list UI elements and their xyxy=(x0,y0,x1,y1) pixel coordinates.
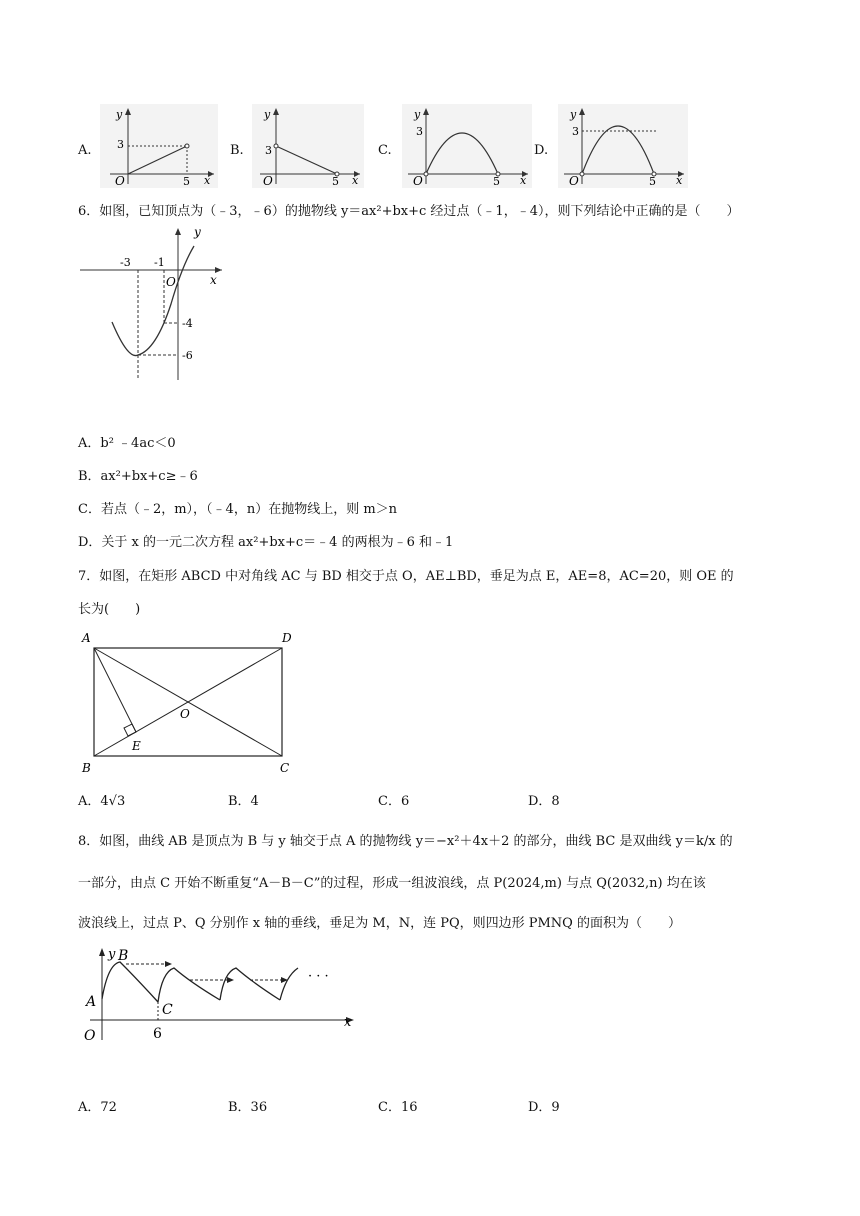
fig8-label-a: A xyxy=(86,994,97,1010)
axis-x-label: x xyxy=(352,174,359,187)
fig6-x-label: x xyxy=(210,273,217,287)
tick-3: 3 xyxy=(572,125,579,138)
fig6-tick-m6: -6 xyxy=(182,349,193,362)
axis-y-label: y xyxy=(264,108,271,121)
q7-rectangle-figure xyxy=(76,626,306,776)
fig8-ellipsis: · · · xyxy=(308,969,329,984)
q5-option-c-label: C. xyxy=(378,143,392,158)
q7-option-d: D．8 xyxy=(528,794,560,809)
origin-label: O xyxy=(413,174,423,188)
fig7-label-c: C xyxy=(280,761,290,775)
axis-x-label: x xyxy=(676,174,683,187)
q8-stem-line2: 一部分，由点 C 开始不断重复“A－B－C”的过程，形成一组波浪线，点 P(2024,m) 与点 Q(2032,n) 均在该 xyxy=(78,876,706,891)
axis-y-label: y xyxy=(116,108,123,121)
q5-option-a-label: A. xyxy=(78,143,92,158)
q5-graph-c xyxy=(402,104,532,188)
q5-graph-a xyxy=(100,104,218,188)
tick-3: 3 xyxy=(416,125,423,138)
q7-stem-line2: 长为( ) xyxy=(78,602,141,617)
fig8-label-c: C xyxy=(162,1002,173,1018)
q7-option-b: B．4 xyxy=(228,794,259,809)
origin-label: O xyxy=(569,174,579,188)
q7-option-a: A．4√3 xyxy=(78,794,126,809)
fig6-origin-label: O xyxy=(166,275,176,289)
q6-stem: 6．如图，已知顶点为（﹣3，﹣6）的抛物线 y＝ax²+bx+c 经过点（﹣1，﹣4），则下列结论中正确的是（ ） xyxy=(78,204,740,219)
q6-option-d: D．关于 x 的一元二次方程 ax²+bx+c＝﹣4 的两根为﹣6 和﹣1 xyxy=(78,535,454,550)
q7-option-c: C．6 xyxy=(378,794,410,809)
q8-stem-line1: 8．如图，曲线 AB 是顶点为 B 与 y 轴交于点 A 的抛物线 y＝−x²＋4x＋2 的部分，曲线 BC 是双曲线 y＝k/x 的 xyxy=(78,834,733,849)
fig8-x-label: x xyxy=(344,1015,352,1030)
tick-5: 5 xyxy=(183,175,190,188)
q8-option-a: A．72 xyxy=(78,1100,117,1115)
fig8-y-label: y xyxy=(108,947,116,962)
fig7-label-a: A xyxy=(82,631,91,645)
axis-x-label: x xyxy=(204,174,211,187)
q6-option-c: C．若点（﹣2，m），（﹣4，n）在抛物线上，则 m＞n xyxy=(78,502,398,517)
fig6-tick-m3: -3 xyxy=(120,256,131,269)
fig7-label-b: B xyxy=(82,761,91,775)
q8-stem-line3: 波浪线上，过点 P、Q 分别作 x 轴的垂线，垂足为 M，N，连 PQ，则四边形 PMNQ 的面积为（ ） xyxy=(78,916,681,931)
q5-option-d-label: D. xyxy=(534,143,549,158)
q6-option-a: A．b² ﹣4ac＜0 xyxy=(78,436,176,451)
fig6-y-label: y xyxy=(194,225,201,239)
tick-3: 3 xyxy=(117,138,124,151)
q5-option-b-label: B. xyxy=(230,143,244,158)
q6-parabola-figure xyxy=(76,224,232,384)
q8-wave-figure xyxy=(80,944,360,1044)
tick-5: 5 xyxy=(332,175,339,188)
fig7-label-o: O xyxy=(180,707,190,721)
origin-label: O xyxy=(115,174,125,188)
q5-graph-b xyxy=(252,104,364,188)
q8-option-d: D．9 xyxy=(528,1100,560,1115)
fig8-tick-6: 6 xyxy=(153,1026,162,1042)
fig8-label-b: B xyxy=(118,948,129,964)
q6-option-b: B．ax²+bx+c≥﹣6 xyxy=(78,469,198,484)
axis-x-label: x xyxy=(520,174,527,187)
fig6-tick-m4: -4 xyxy=(182,317,193,330)
tick-5: 5 xyxy=(493,175,500,188)
axis-y-label: y xyxy=(570,108,577,121)
q8-option-c: C．16 xyxy=(378,1100,418,1115)
tick-5: 5 xyxy=(649,175,656,188)
q7-stem-line1: 7．如图，在矩形 ABCD 中对角线 AC 与 BD 相交于点 O，AE⊥BD，垂足为点 E，AE=8，AC=20，则 OE 的 xyxy=(78,569,734,584)
fig6-tick-m1: -1 xyxy=(154,256,165,269)
fig7-label-d: D xyxy=(282,631,292,645)
tick-3: 3 xyxy=(265,144,272,157)
fig7-label-e: E xyxy=(132,739,141,753)
axis-y-label: y xyxy=(414,108,421,121)
fig8-origin-label: O xyxy=(84,1028,96,1044)
q8-option-b: B．36 xyxy=(228,1100,268,1115)
q5-graph-d xyxy=(558,104,688,188)
origin-label: O xyxy=(263,174,273,188)
